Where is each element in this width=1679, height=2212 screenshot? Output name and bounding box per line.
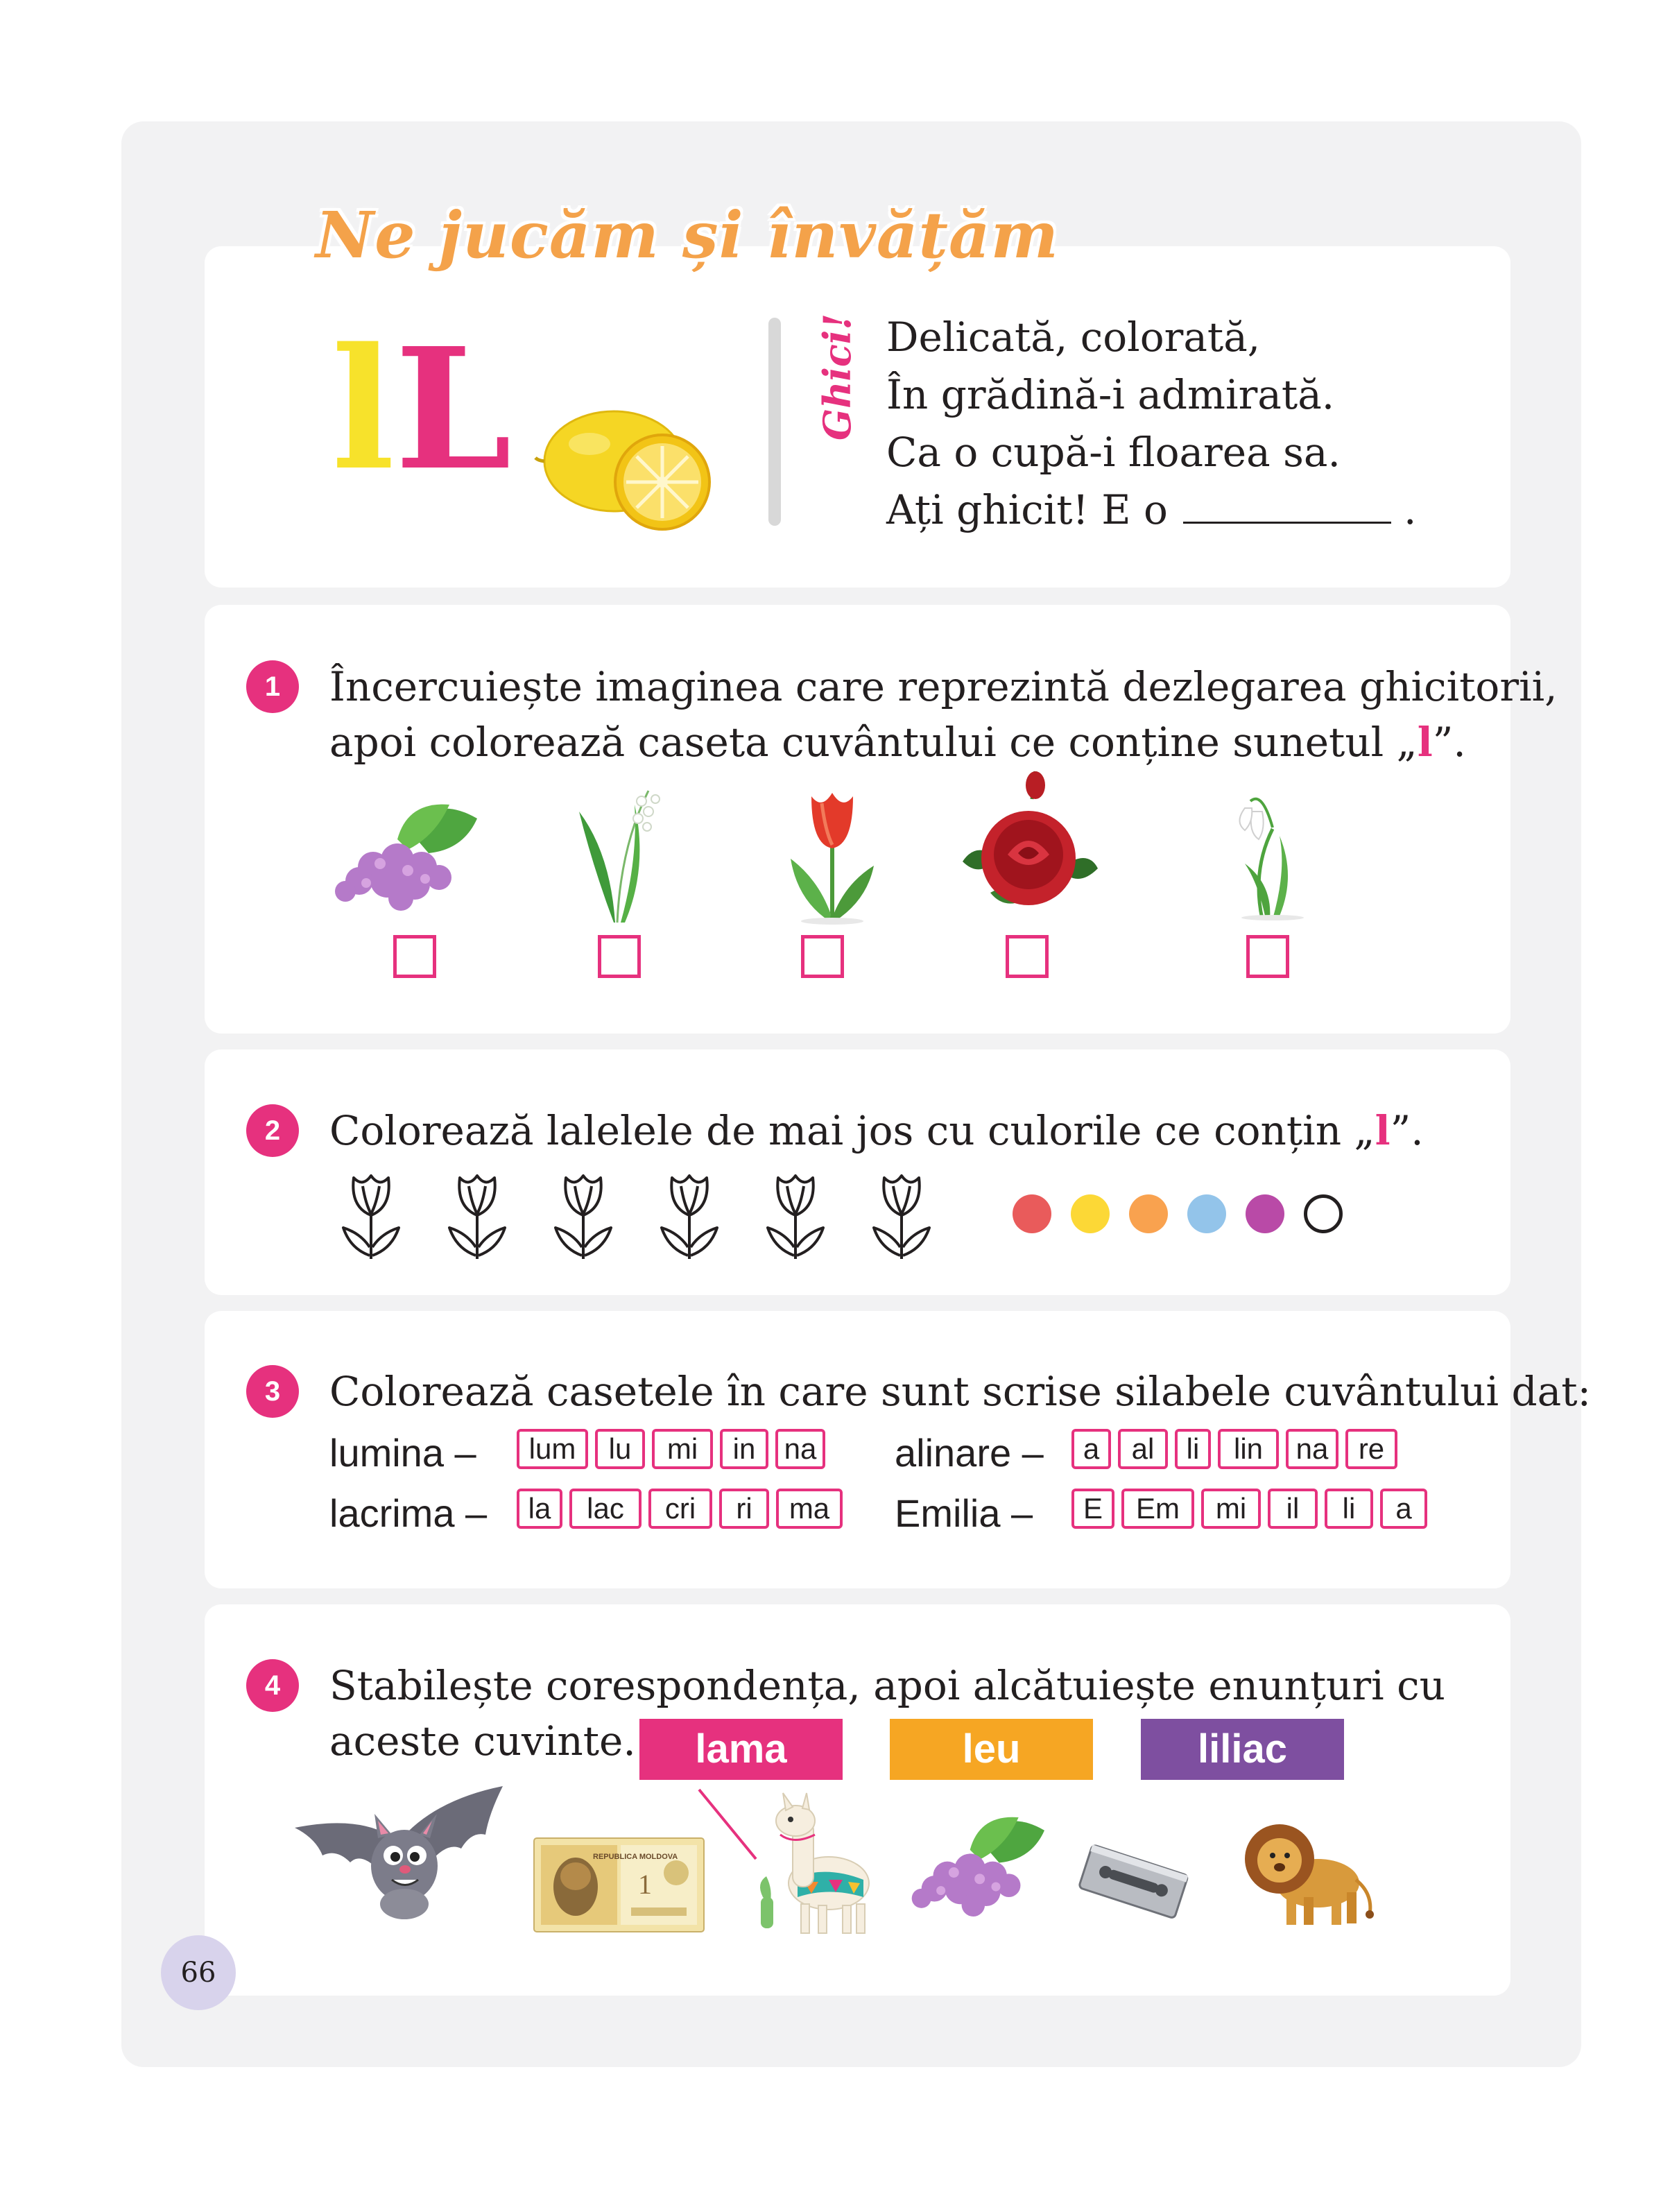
syllable-box[interactable]: li	[1325, 1489, 1373, 1529]
syllable-box[interactable]: lu	[595, 1429, 645, 1469]
instruction-text: ”.	[1432, 719, 1466, 766]
lion-image	[1241, 1817, 1373, 1928]
word-label-liliac[interactable]: liliac	[1141, 1719, 1344, 1780]
exercise-4-number: 4	[246, 1659, 299, 1712]
syllable-box[interactable]: na	[775, 1429, 825, 1469]
syllable-box[interactable]: re	[1345, 1429, 1397, 1469]
exercise-2-number: 2	[246, 1104, 299, 1157]
syllable-box[interactable]: ri	[719, 1489, 769, 1529]
syllable-box[interactable]: lin	[1218, 1429, 1279, 1469]
instruction-line: Încercuiește imaginea care reprezintă dezlegarea ghicitorii,	[329, 663, 1558, 710]
syllable-box[interactable]: lum	[517, 1429, 588, 1469]
riddle-line: În grădină-i admirată.	[886, 371, 1335, 418]
riddle-end-punct: .	[1403, 486, 1417, 533]
syllable-box[interactable]: a	[1380, 1489, 1427, 1529]
syllable-word: Emilia –	[895, 1491, 1033, 1535]
page-title: Ne jucăm și învățăm	[316, 198, 1059, 273]
syllable-box[interactable]: Em	[1121, 1489, 1194, 1529]
syllable-word: lumina –	[329, 1431, 476, 1475]
syllable-box[interactable]: in	[720, 1429, 768, 1469]
syllable-box[interactable]: mi	[1201, 1489, 1261, 1529]
syllable-box[interactable]: al	[1118, 1429, 1168, 1469]
banknote-text: REPUBLICA MOLDOVA	[593, 1853, 678, 1861]
syllable-box[interactable]: E	[1071, 1489, 1114, 1529]
uppercase-letter: L	[395, 311, 512, 507]
highlight-letter: l	[1417, 719, 1433, 766]
word-label-leu[interactable]: leu	[890, 1719, 1093, 1780]
syllable-box[interactable]: lac	[569, 1489, 642, 1529]
syllable-box[interactable]: a	[1071, 1429, 1111, 1469]
riddle-line: Ca o cupă-i floarea sa.	[886, 429, 1341, 476]
exercise-1-number: 1	[246, 660, 299, 713]
riddle-line-text: Ați ghicit! E o	[886, 486, 1168, 533]
banknote-image	[534, 1838, 704, 1932]
lowercase-letter: l	[332, 311, 395, 507]
syllable-box[interactable]: na	[1286, 1429, 1338, 1469]
syllable-box[interactable]: la	[517, 1489, 562, 1529]
syllable-box[interactable]: cri	[648, 1489, 712, 1529]
syllable-word: lacrima –	[329, 1491, 488, 1535]
syllable-box[interactable]: ma	[776, 1489, 843, 1529]
highlight-letter: l	[1375, 1107, 1390, 1154]
riddle-line: Delicată, colorată,	[886, 314, 1261, 361]
instruction-line: Stabilește corespondența, apoi alcătuiește enunțuri cu	[329, 1662, 1445, 1709]
instruction-text: apoi colorează caseta cuvântului ce conține sunetul „	[329, 719, 1418, 766]
svg-text:1: 1	[638, 1869, 652, 1900]
syllable-box[interactable]: il	[1268, 1489, 1318, 1529]
llama-image	[752, 1793, 874, 1935]
syllable-box[interactable]: li	[1175, 1429, 1211, 1469]
instruction-text: ”.	[1390, 1107, 1424, 1154]
syllable-word: alinare –	[895, 1431, 1044, 1475]
riddle-label: Ghici!	[815, 314, 859, 440]
lilac-image	[909, 1814, 1054, 1921]
exercise-3-instruction: Colorează casetele în care sunt scrise silabele cuvântului dat:	[329, 1368, 1592, 1415]
exercise-3-number: 3	[246, 1365, 299, 1418]
syllable-box[interactable]: mi	[652, 1429, 713, 1469]
bat-image	[295, 1786, 503, 1925]
word-label-lama[interactable]: lama	[639, 1719, 843, 1780]
instruction-line: aceste cuvinte.	[329, 1717, 636, 1765]
razor-blade-image	[1076, 1842, 1191, 1921]
instruction-text: Colorează lalelele de mai jos cu culorile ce conțin „	[329, 1107, 1375, 1154]
page-number: 66	[161, 1935, 236, 2010]
